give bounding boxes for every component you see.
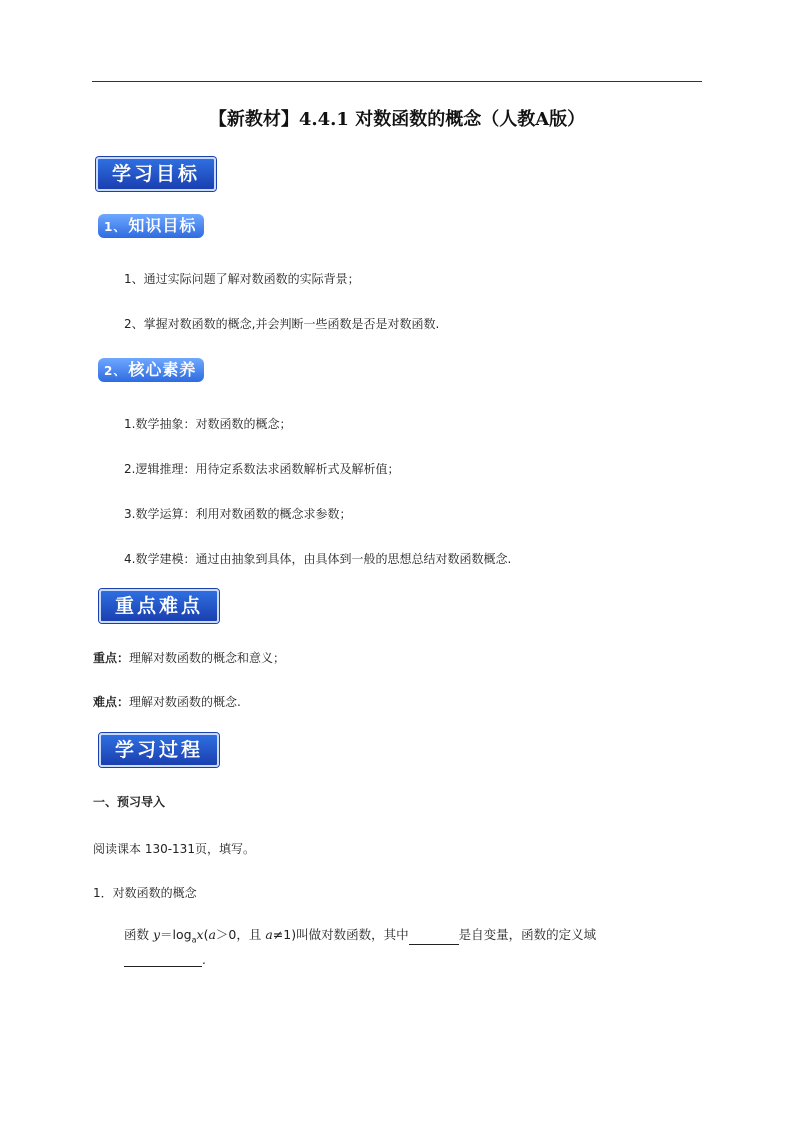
def-y: y xyxy=(152,927,161,942)
knowledge-item-2: 2、掌握对数函数的概念,并会判断一些函数是否是对数函数. xyxy=(124,317,440,331)
key-label: 重点： xyxy=(93,651,130,665)
key-point-line xyxy=(93,649,285,666)
blank-domain[interactable] xyxy=(124,954,202,967)
section-badge-key-points: 重点难点 xyxy=(99,589,219,623)
definition-line xyxy=(124,925,596,945)
section-badge-goals: 学习目标 xyxy=(96,157,216,191)
page-title: 【新教材】4.4.1 对数函数的概念（人教A版） xyxy=(208,109,586,130)
preview-heading: 一、预习导入 xyxy=(93,795,166,809)
header-rule xyxy=(92,81,702,82)
badge-label: 核心素养 xyxy=(128,360,197,379)
knowledge-item-1: 1、通过实际问题了解对数函数的实际背景； xyxy=(124,272,360,286)
core-item-3: 3.数学运算：利用对数函数的概念求参数； xyxy=(124,507,352,521)
def-end: . xyxy=(202,953,206,967)
def-cond1: ( xyxy=(203,927,209,942)
difficult-label: 难点： xyxy=(93,695,130,709)
blank-variable[interactable] xyxy=(409,932,459,945)
badge-label: 知识目标 xyxy=(128,216,197,235)
core-item-1: 1.数学抽象：对数函数的概念； xyxy=(124,417,292,431)
section-badge-core xyxy=(98,358,204,382)
def-a1: a xyxy=(208,927,216,942)
def-a2: a xyxy=(265,927,273,942)
section-badge-process: 学习过程 xyxy=(99,733,219,767)
def-cond2: ＞0，且 xyxy=(215,927,266,942)
badge-number: 1、 xyxy=(104,220,127,234)
key-text: 理解对数函数的概念和意义； xyxy=(129,651,286,665)
def-prefix: 函数 xyxy=(124,927,153,942)
definition-line-2 xyxy=(124,953,206,967)
def-x: x xyxy=(196,927,204,942)
def-cond3: ≠1)叫做对数函数，其中 xyxy=(272,927,409,942)
def-eq: ＝log xyxy=(160,927,192,942)
reading-instruction: 阅读课本 130-131页，填写。 xyxy=(93,842,255,856)
difficult-point-line xyxy=(93,693,241,710)
core-item-4: 4.数学建模：通过由抽象到具体，由具体到一般的思想总结对数函数概念. xyxy=(124,552,512,566)
def-sub: a xyxy=(191,935,197,945)
core-item-2: 2.逻辑推理：用待定系数法求函数解析式及解析值； xyxy=(124,462,400,476)
badge-number: 2、 xyxy=(104,364,127,378)
difficult-text: 理解对数函数的概念. xyxy=(129,695,241,709)
section-badge-knowledge xyxy=(98,214,204,238)
item-1-heading: 1．对数函数的概念 xyxy=(93,886,197,900)
def-mid: 是自变量，函数的定义域 xyxy=(458,927,597,942)
